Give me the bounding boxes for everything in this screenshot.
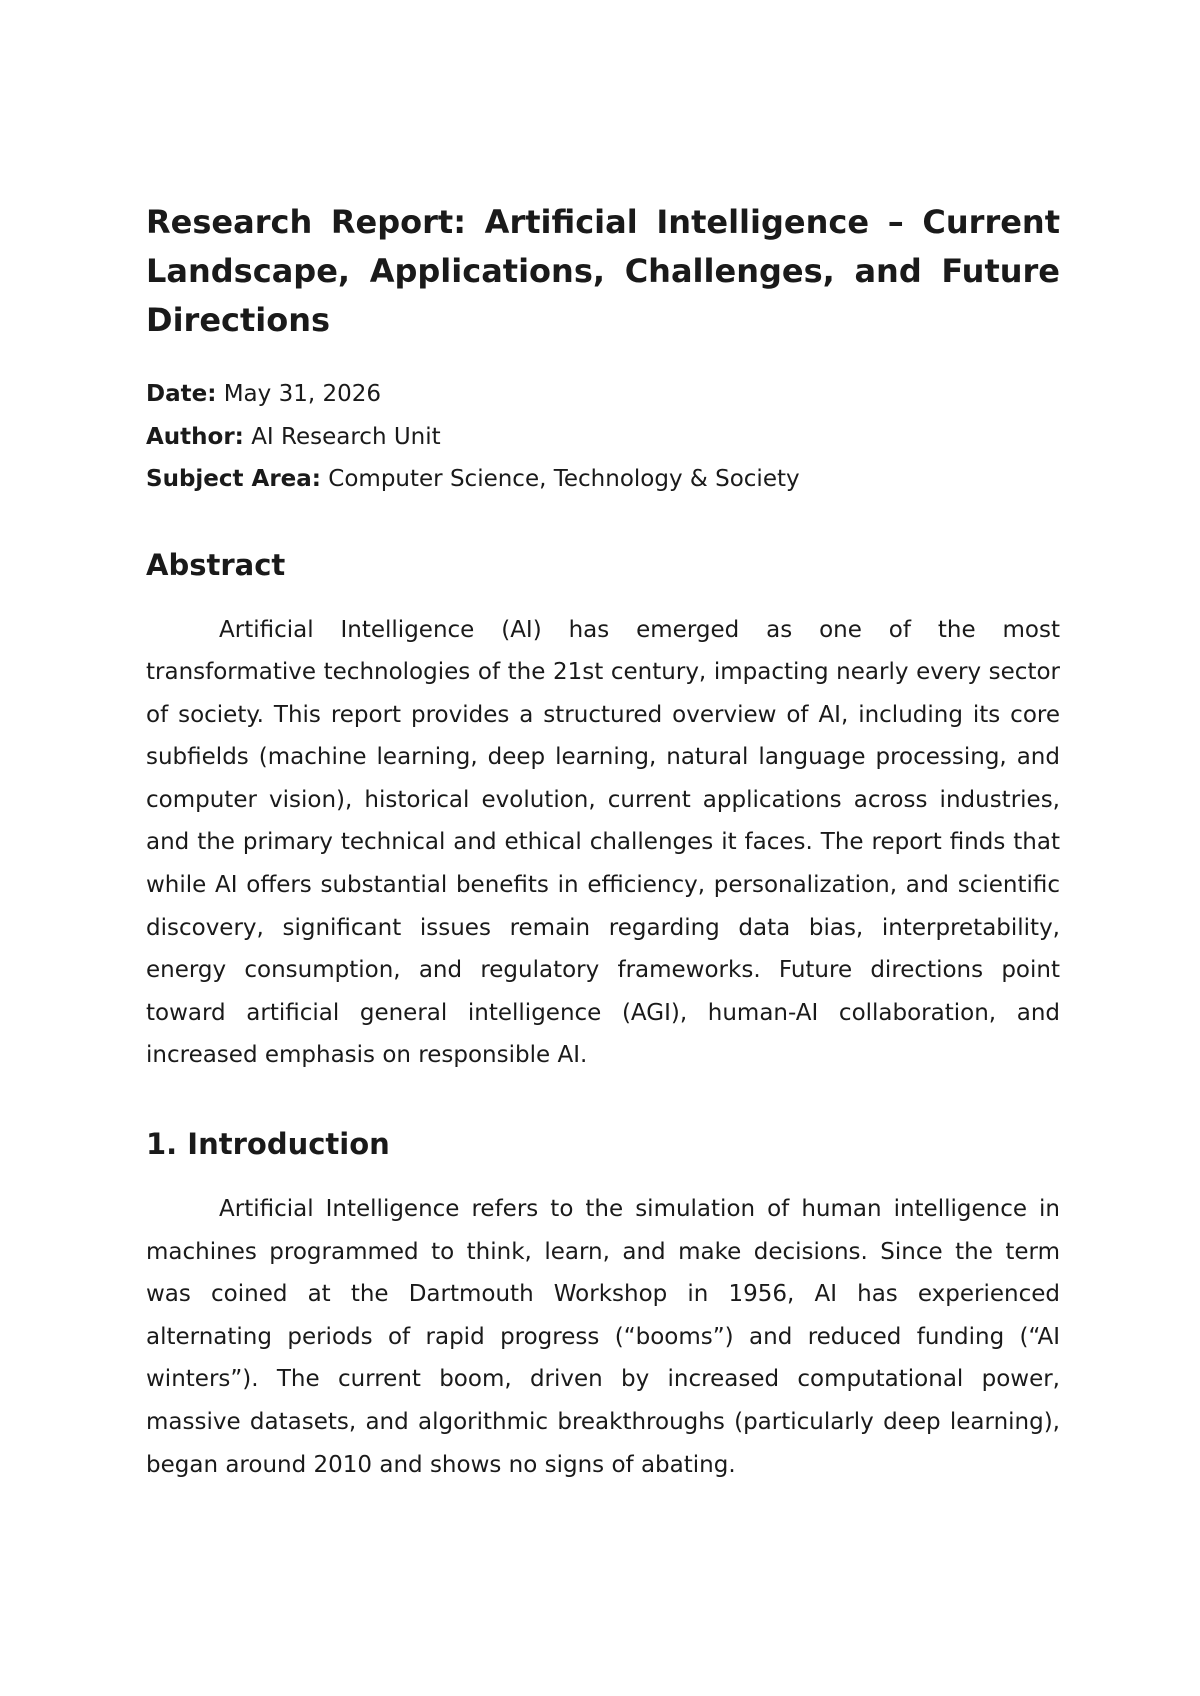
document-page bbox=[146, 198, 1060, 1486]
meta-subject-area bbox=[146, 458, 1060, 501]
report-metadata bbox=[146, 373, 1060, 501]
meta-author-value: AI Research Unit bbox=[243, 423, 441, 450]
report-title: Research Report: Artificial Intelligence – Current Landscape, Applications, Challenges, and Future Directions bbox=[146, 203, 1060, 339]
meta-author bbox=[146, 416, 1060, 459]
meta-subject-area-label: Subject Area: bbox=[146, 466, 321, 492]
meta-date-label: Date: bbox=[146, 381, 217, 407]
meta-subject-area-value: Computer Science, Technology & Society bbox=[320, 466, 800, 492]
abstract-heading: Abstract bbox=[146, 547, 286, 582]
introduction-heading: 1. Introduction bbox=[146, 1127, 390, 1162]
meta-date-value: May 31, 2026 bbox=[216, 381, 381, 407]
meta-author-label: Author: bbox=[146, 423, 244, 450]
abstract-paragraph: Artificial Intelligence (AI) has emerged as one of the most transformative technologies of the 21st century, impacting nearly every sector of society. This report provides a structured overview of AI, including its core subfields (machine learning, deep learning, natural language processing, and computer vision), historical evolution, current applications across industries, and the primary technical and ethical challenges it faces. The report finds that while AI offers substantial benefits in efficiency, personalization, and scientific discovery, significant issues remain regarding data bias, interpretability, energy consumption, and regulatory frameworks. Future directions point toward artificial general intelligence (AGI), human-AI collaboration, and increased emphasis on responsible AI. bbox=[146, 616, 1060, 1069]
meta-date bbox=[146, 373, 1060, 416]
introduction-paragraph: Artificial Intelligence refers to the simulation of human intelligence in machines programmed to think, learn, and make decisions. Since the term was coined at the Dartmouth Workshop in 1956, AI has experienced alternating periods of rapid progress (“booms”) and reduced funding (“AI winters”). The current boom, driven by increased computational power, massive datasets, and algorithmic breakthroughs (particularly deep learning), began around 2010 and shows no signs of abating. bbox=[146, 1196, 1060, 1478]
